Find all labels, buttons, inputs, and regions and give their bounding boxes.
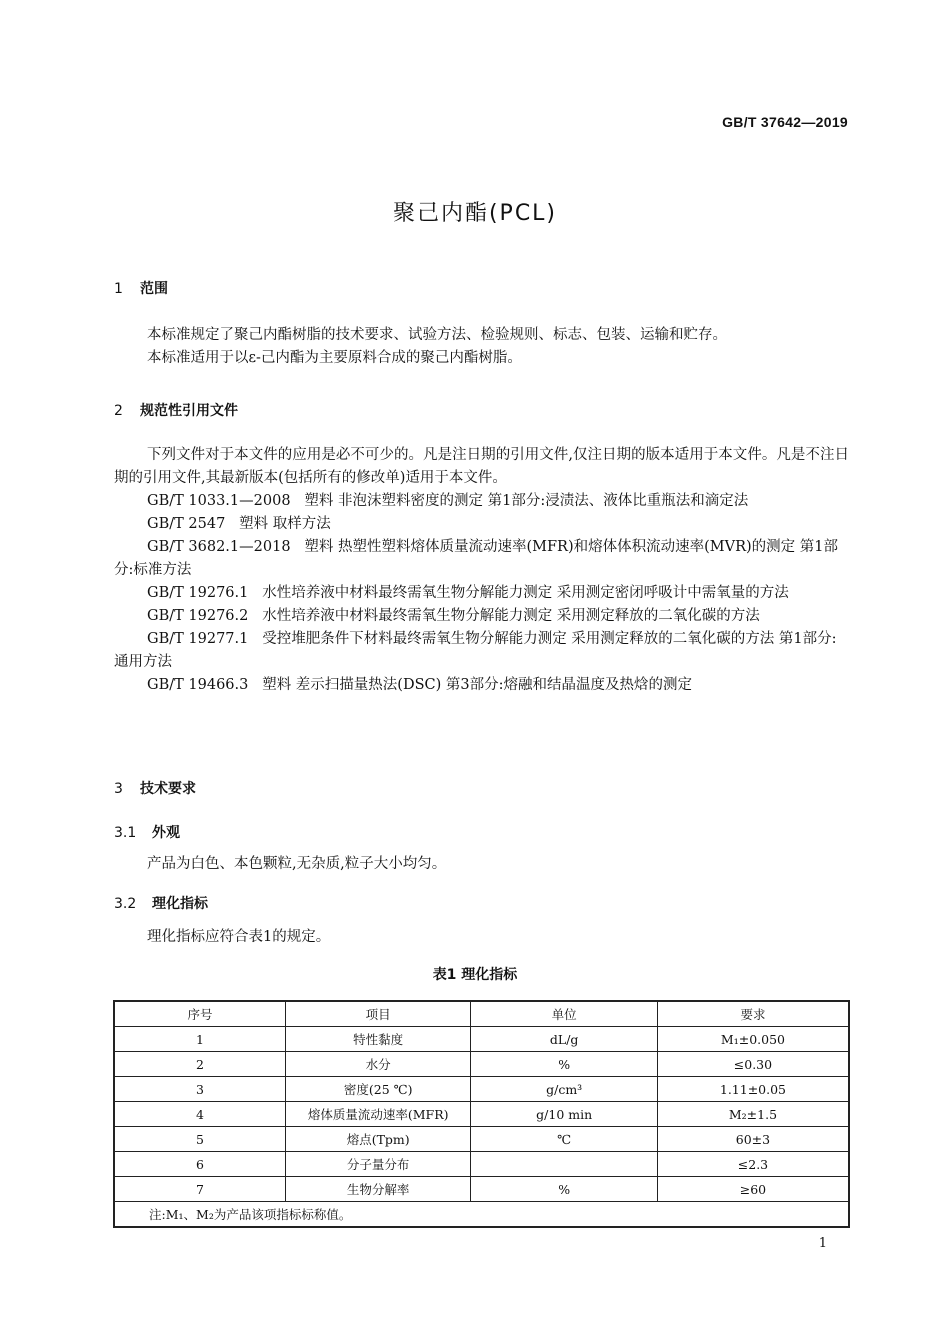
table-cell: 水分 <box>285 1052 470 1077</box>
section-title: 技术要求 <box>140 781 196 797</box>
table-row <box>114 1027 849 1052</box>
document-title: 聚己内酯(PCL) <box>392 201 558 226</box>
table-row <box>114 1077 849 1102</box>
paragraph: 产品为白色、本色颗粒,无杂质,粒子大小均匀。 <box>147 856 447 872</box>
column-header: 项目 <box>285 1001 470 1027</box>
table-row <box>114 1177 849 1202</box>
table-cell: ℃ <box>471 1127 657 1152</box>
section-number: 2 <box>114 403 123 419</box>
table-cell: 60±3 <box>657 1127 849 1152</box>
appearance-body <box>114 853 849 876</box>
table-cell: 熔体质量流动速率(MFR) <box>285 1102 470 1127</box>
subsection-heading-appearance <box>114 822 180 842</box>
table-cell: 1 <box>114 1027 285 1052</box>
reference-code: GB/T 2547 <box>147 516 226 532</box>
reference-item <box>114 536 849 582</box>
table-note-row <box>114 1202 849 1228</box>
table-cell: 3 <box>114 1077 285 1102</box>
section-number: 3 <box>114 781 123 797</box>
reference-text: 塑料 非泡沫塑料密度的测定 第1部分:浸渍法、液体比重瓶法和滴定法 <box>304 493 749 509</box>
section-title: 外观 <box>152 825 180 841</box>
column-header: 序号 <box>114 1001 285 1027</box>
table-cell: M₂±1.5 <box>657 1102 849 1127</box>
reference-code: GB/T 19276.2 <box>147 608 249 624</box>
section-heading-references <box>114 400 238 420</box>
table-note: 注:M₁、M₂为产品该项指标标称值。 <box>114 1202 849 1228</box>
physicochemical-body <box>114 926 849 949</box>
table-cell: % <box>471 1177 657 1202</box>
reference-text: 受控堆肥条件下材料最终需氧生物分解能力测定 采用测定释放的二氧化碳的方法 第1部分:通用方法 <box>114 631 837 670</box>
reference-item <box>114 628 849 674</box>
table-cell: 熔点(Tpm) <box>285 1127 470 1152</box>
reference-item <box>114 674 849 697</box>
paragraph: 下列文件对于本文件的应用是必不可少的。凡是注日期的引用文件,仅注日期的版本适用于本文件。凡是不注日期的引用文件,其最新版本(包括所有的修改单)适用于本文件。 <box>114 447 849 486</box>
table-cell: 5 <box>114 1127 285 1152</box>
page-number: 1 <box>818 1236 827 1251</box>
table-cell: 4 <box>114 1102 285 1127</box>
reference-code: GB/T 19277.1 <box>147 631 249 647</box>
table-cell: ≥60 <box>657 1177 849 1202</box>
table-row <box>114 1102 849 1127</box>
column-header: 要求 <box>657 1001 849 1027</box>
reference-text: 水性培养液中材料最终需氧生物分解能力测定 采用测定密闭呼吸计中需氧量的方法 <box>262 585 789 601</box>
section-title: 范围 <box>140 281 168 297</box>
table-cell: g/cm³ <box>471 1077 657 1102</box>
scope-body <box>114 324 849 370</box>
reference-text: 塑料 热塑性塑料熔体质量流动速率(MFR)和熔体体积流动速率(MVR)的测定 第1部分:标准方法 <box>114 539 839 578</box>
paragraph: 理化指标应符合表1的规定。 <box>147 929 331 945</box>
table-cell: 特性黏度 <box>285 1027 470 1052</box>
section-title: 规范性引用文件 <box>140 403 238 419</box>
paragraph: 本标准规定了聚己内酯树脂的技术要求、试验方法、检验规则、标志、包装、运输和贮存。 <box>147 327 727 343</box>
section-heading-scope <box>114 278 168 298</box>
reference-code: GB/T 19466.3 <box>147 677 249 693</box>
table-row <box>114 1127 849 1152</box>
reference-item <box>114 605 849 628</box>
table-cell: M₁±0.050 <box>657 1027 849 1052</box>
reference-item <box>114 582 849 605</box>
section-number: 1 <box>114 281 123 297</box>
table-cell: ≤0.30 <box>657 1052 849 1077</box>
section-heading-technical-requirements <box>114 778 196 798</box>
reference-text: 塑料 差示扫描量热法(DSC) 第3部分:熔融和结晶温度及热焓的测定 <box>262 677 692 693</box>
table-title: 表1 理化指标 <box>432 967 518 983</box>
section-number: 3.1 <box>114 825 137 841</box>
section-title: 理化指标 <box>152 896 208 912</box>
table-cell: 7 <box>114 1177 285 1202</box>
table-cell: 生物分解率 <box>285 1177 470 1202</box>
table-cell: 分子量分布 <box>285 1152 470 1177</box>
table-header-row <box>114 1001 849 1027</box>
reference-item <box>114 513 849 536</box>
table-cell: 1.11±0.05 <box>657 1077 849 1102</box>
standard-code: GB/T 37642—2019 <box>722 114 848 130</box>
table-row <box>114 1052 849 1077</box>
subsection-heading-physicochemical <box>114 893 208 913</box>
paragraph: 本标准适用于以ε-己内酯为主要原料合成的聚己内酯树脂。 <box>147 350 522 366</box>
table-cell <box>471 1152 657 1177</box>
table-cell: dL/g <box>471 1027 657 1052</box>
column-header: 单位 <box>471 1001 657 1027</box>
table-row <box>114 1152 849 1177</box>
table-cell: 密度(25 ℃) <box>285 1077 470 1102</box>
table-cell: 2 <box>114 1052 285 1077</box>
reference-text: 塑料 取样方法 <box>239 516 331 532</box>
reference-text: 水性培养液中材料最终需氧生物分解能力测定 采用测定释放的二氧化碳的方法 <box>262 608 760 624</box>
table-cell: ≤2.3 <box>657 1152 849 1177</box>
section-number: 3.2 <box>114 896 137 912</box>
reference-item <box>114 490 849 513</box>
spec-table <box>113 1000 850 1228</box>
reference-code: GB/T 3682.1—2018 <box>147 539 291 555</box>
references-body <box>114 444 849 697</box>
reference-code: GB/T 19276.1 <box>147 585 249 601</box>
table-cell: 6 <box>114 1152 285 1177</box>
table-cell: % <box>471 1052 657 1077</box>
table-cell: g/10 min <box>471 1102 657 1127</box>
reference-code: GB/T 1033.1—2008 <box>147 493 291 509</box>
